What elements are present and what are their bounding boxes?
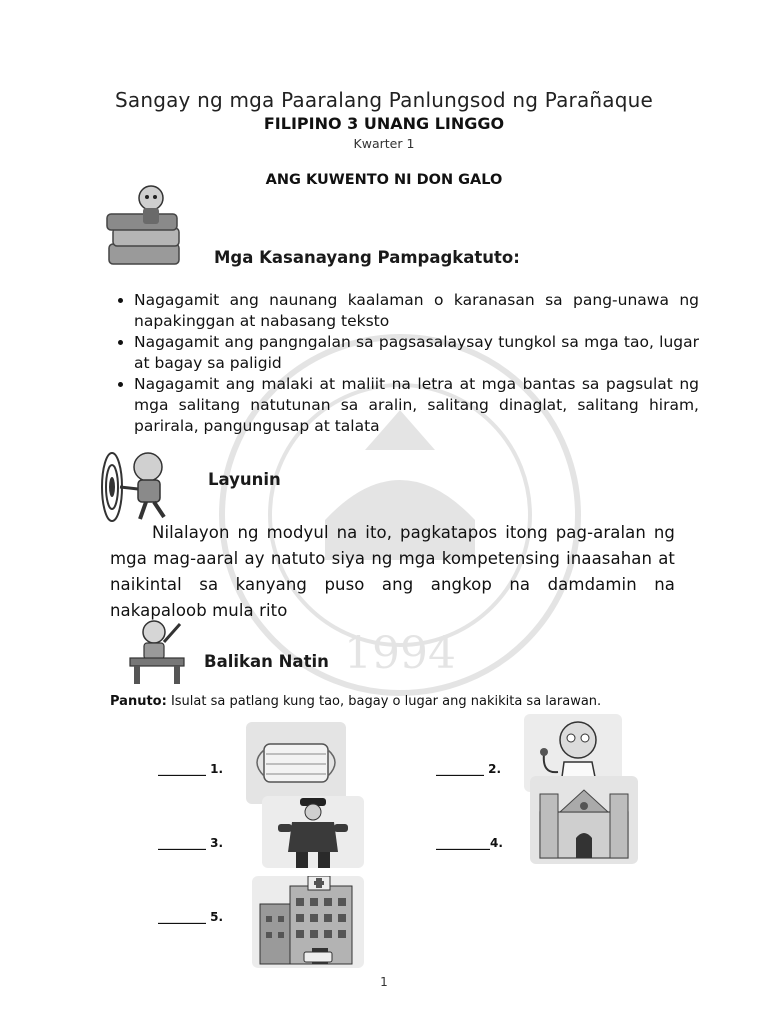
books-kid-icon (105, 182, 187, 274)
police-officer-icon (262, 796, 364, 868)
answer-blank-3[interactable]: ________ 3. (158, 836, 224, 850)
instruction-text: Isulat sa patlang kung tao, bagay o lugar ang nakikita sa larawan. (170, 694, 602, 709)
church-icon (530, 776, 638, 864)
quarter-label: Kwarter 1 (353, 136, 415, 151)
target-kid-icon (98, 447, 188, 525)
instruction-label: Panuto: (110, 694, 167, 709)
answer-blank-4[interactable]: _________4. (436, 836, 503, 850)
competency-item: • Nagagamit ang pangngalan sa pagsasalaysay tungkol sa mga tao, lugar at bagay sa paligid (134, 332, 699, 374)
page-number: 1 (380, 975, 388, 989)
competency-item: • Nagagamit ang malaki at maliit na letra at mga bantas sa pagsulat ng mga salitang natutunan sa aralin, salitang dinaglat, salitang hiram, parirala, pangungusap at talata (134, 374, 699, 437)
review-heading: Balikan Natin (204, 652, 329, 671)
face-mask-icon (246, 722, 346, 804)
subject-header: FILIPINO 3 UNANG LINGGO (263, 114, 505, 133)
competencies-list (110, 290, 699, 437)
hospital-icon (252, 876, 364, 968)
objective-heading: Layunin (208, 470, 281, 489)
answer-blank-1[interactable]: ________ 1. (158, 762, 224, 776)
competency-item: • Nagagamit ang naunang kaalaman o karanasan sa pang-unawa ng napakinggan at nabasang teksto (134, 290, 699, 332)
instruction (110, 694, 601, 709)
answer-blank-5[interactable]: ________ 5. (158, 910, 224, 924)
waving-girl-icon (126, 616, 188, 686)
svg-text:1994: 1994 (344, 628, 456, 679)
division-header: Sangay ng mga Paaralang Panlungsod ng Parañaque (114, 88, 654, 112)
lesson-title: ANG KUWENTO NI DON GALO (265, 172, 503, 188)
competencies-heading: Mga Kasanayang Pampagkatuto: (214, 248, 520, 267)
answer-blank-2[interactable]: ________ 2. (436, 762, 502, 776)
objective-paragraph: Nilalayon ng modyul na ito, pagkatapos itong pag-aralan ng mga mag-aaral ay natuto siya ng mga kompetensing inaasahan at naikintal sa kanyang puso ang angkop na damdamin na nakapaloob mula rito (110, 523, 675, 620)
